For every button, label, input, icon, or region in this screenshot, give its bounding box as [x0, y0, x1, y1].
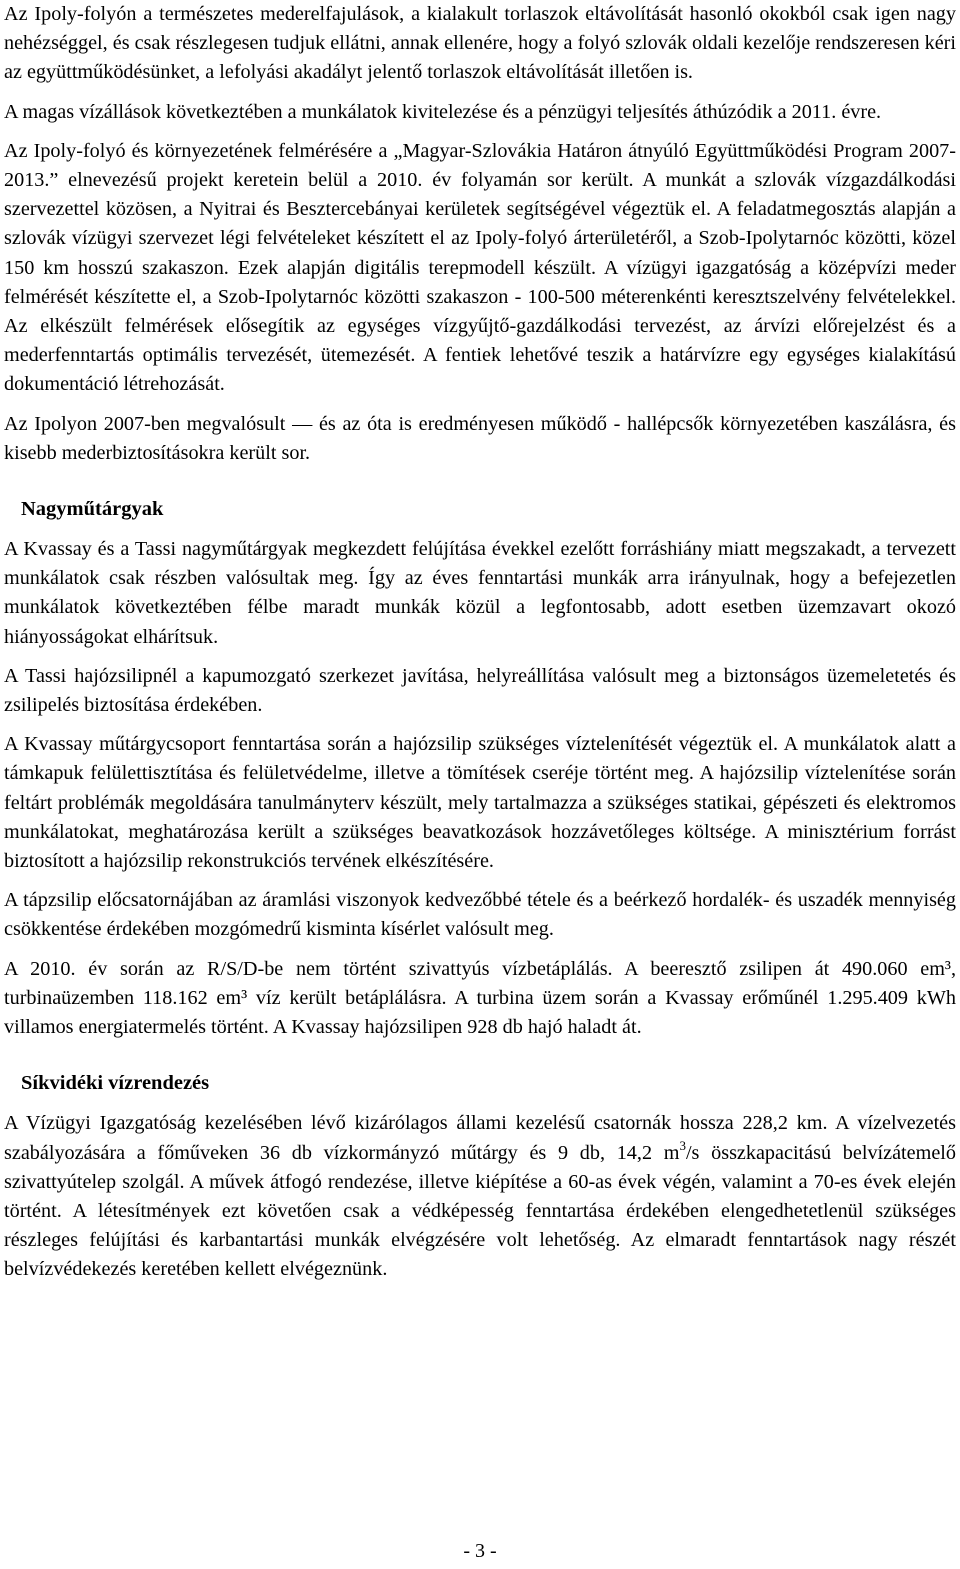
paragraph-high-water: A magas vízállások következtében a munkálatok kivitelezése és a pénzügyi teljesítés áthúzódik a 2011. évre. [4, 100, 882, 123]
paragraph-canals [4, 1109, 956, 1284]
document-page [4, 0, 956, 1285]
paragraph-2010-statistics: A 2010. év során az R/S/D-be nem történt szivattyús vízbetáplálás. A beeresztő zsilipen át 490.060 em³, turbinaüzemben 118.162 em³ víz került betáplálásra. A turbina üzem során a Kvassay erőműnél 1.295.409 kWh villamos energiatermelés történt. A Kvassay hajózsilipen 928 db hajó haladt át. [4, 957, 956, 1039]
paragraph-fish-ladders: Az Ipolyon 2007-ben megvalósult — és az óta is eredményesen működő - hallépcsők környezetében kaszálásra, és kisebb mederbiztosításokra került sor. [4, 412, 956, 464]
paragraph-kvassay-tassi: A Kvassay és a Tassi nagyműtárgyak megkezdett felújítása évekkel ezelőtt forráshiány miatt megszakadt, a tervezett munkálatok csak részben valósultak meg. Így az éves fenntartási munkák arra irányulnak, hogy a befejezetlen munkálatok következtében félbe maradt munkák közül a legfontosabb, adott esetben üzemzavart okozó hiányosságokat elhárítsuk. [4, 538, 956, 648]
page-number: - 3 - [463, 1540, 497, 1562]
paragraph-canals-text-2: /s összkapacitású belvízátemelő szivattyútelep szolgál. A művek átfogó rendezése, illetve kiépítése a 60-as évek végén, valamint a 70-es évek elején történt. A létesítmények ezt követően csak a védképesség fenntartása érdekében elengedhetetlenül szükséges részleges felújítási és karbantartási munkák elvégzésére volt lehetőség. Az elmaradt fenntartások nagy részét belvízvédekezés keretében kellett elvégeznünk. [4, 1141, 956, 1281]
paragraph-tassi-lock: A Tassi hajózsilipnél a kapumozgató szerkezet javítása, helyreállítása valósult meg a biztonságos üzemeletetés és zsilipelés biztosítása érdekében. [4, 664, 956, 717]
paragraph-ipoly-survey: Az Ipoly-folyó és környezetének felmérésére a „Magyar-Szlovákia Határon átnyúló Együttműködési Program 2007-2013.” elnevezésű projekt keretein belül a 2010. év folyamán sor került. A munkát a szlovák vízgazdálkodási szervezettel közösen, a Nyitrai és Besztercebányai kerületek segítségével végeztük el. A feladatmegosztás alapján a szlovák vízügyi szervezet légi felvételeket készített el az Ipoly-folyó árterületéről, a Szob-Ipolytarnóc közötti, közel 150 km hosszú szakaszon. Ezek alapján digitális terepmodell készült. A vízügyi igazgatóság a középvízi meder felmérését készítette el, a Szob-Ipolytarnóc közötti szakaszon - 100-500 méterenkénti keresztszelvény felvételekkel. Az elkészült felmérések elősegítik az egységes vízgyűjtő-gazdálkodási tervezést, az árvízi előrejelzést és a mederfenntartás optimális tervezését, ütemezését. A fentiek lehetővé teszik a határvízre egy egységes kialakítású dokumentáció létrehozását. [4, 139, 956, 396]
section-heading-lowland-water: Síkvidéki vízrendezés [21, 1072, 210, 1095]
paragraph-ipoly-obstructions: Az Ipoly-folyón a természetes mederelfajulások, a kialakult torlaszok eltávolítását hasonló okokból csak igen nagy nehézséggel, és csak részlegesen tudjuk ellátni, annak ellenére, hogy a folyó szlovák oldali kezelője rendszeresen kéri az együttműködésünket, a lefolyási akadályt jelentő torlaszok eltávolítását illetően is. [4, 3, 956, 84]
superscript-3: 3 [679, 1137, 686, 1153]
paragraph-canals-text-1: A Vízügyi Igazgatóság kezelésében lévő kizárólagos állami kezelésű csatornák hossza 228,2 km. A vízelvezetés szabályozására a főműveken 36 db vízkormányzó műtárgy és 9 db, 14,2 m [4, 1112, 956, 1164]
section-heading-large-structures: Nagyműtárgyak [21, 498, 164, 521]
paragraph-kvassay-maintenance: A Kvassay műtárgycsoport fenntartása során a hajózsilip szükséges víztelenítését végeztük el. A munkálatok alatt a támkapuk felülettisztítása és felületvédelme, illetve a tömítések cseréje történt meg. A hajózsilip víztelenítése során feltárt problémák megoldására tanulmányterv készült, mely tartalmazza a szükséges statikai, gépészeti és elektromos munkálatokat, meghatározása került a szükséges beavatkozások hozzávetőleges költsége. A minisztérium forrást biztosított a hajózsilip rekonstrukciós tervének elkészítésére. [4, 733, 956, 873]
paragraph-feed-lock: A tápzsilip előcsatornájában az áramlási viszonyok kedvezőbbé tétele és a beérkező hordalék- és uszadék mennyiség csökkentése érdekében mozgómedrű kisminta kísérlet valósult meg. [4, 889, 956, 941]
